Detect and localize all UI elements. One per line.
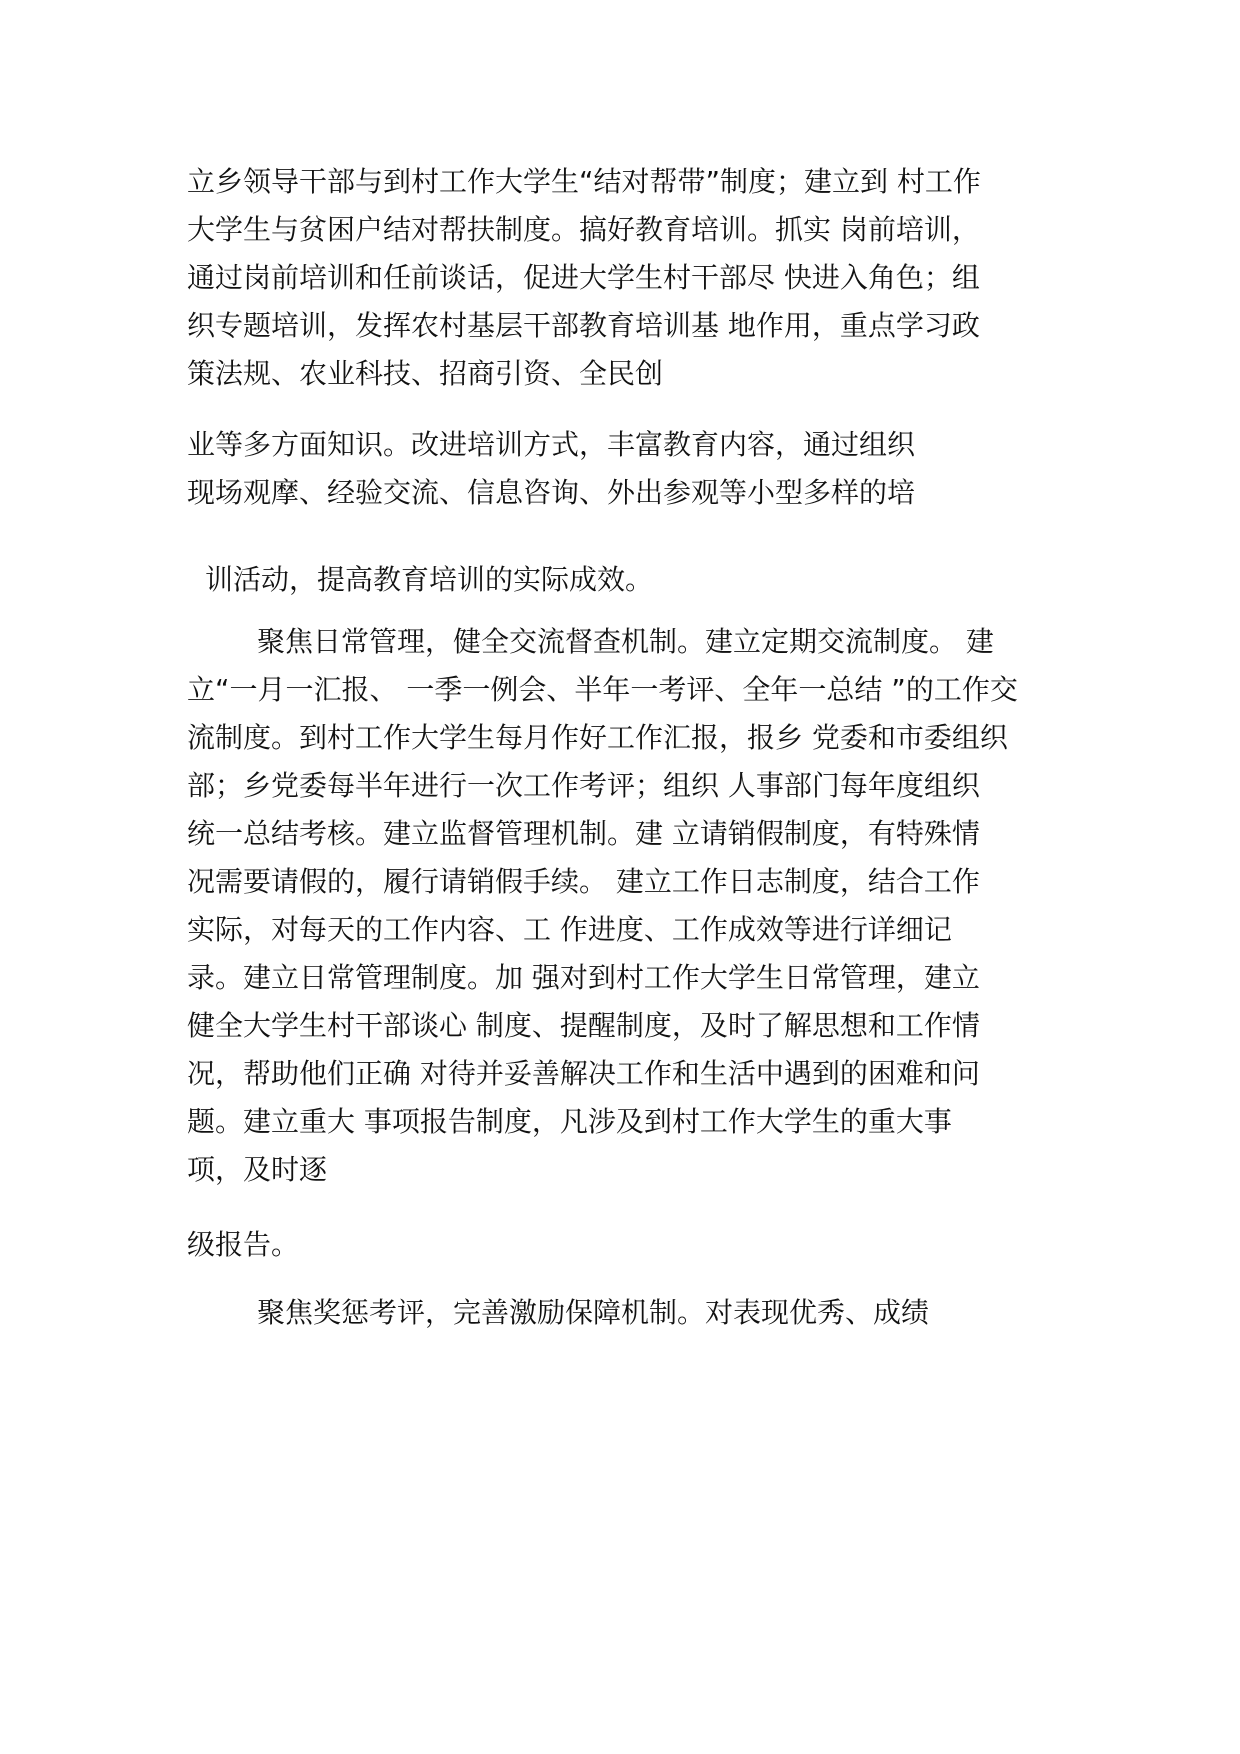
body-text-line: 大学生与贫困户结对帮扶制度。搞好教育培训。抓实 岗前培训， (187, 213, 980, 246)
body-text-line: 织专题培训，发挥农村基层干部教育培训基 地作用，重点学习政 (187, 309, 980, 342)
body-text-line: 训活动，提高教育培训的实际成效。 (205, 563, 654, 596)
body-text-line: 部；乡党委每半年进行一次工作考评；组织 人事部门每年度组织 (187, 769, 980, 802)
paragraph-first-line: 聚焦奖惩考评，完善激励保障机制。对表现优秀、成绩 (257, 1296, 930, 1329)
body-text-line: 通过岗前培训和任前谈话，促进大学生村干部尽 快进入角色；组 (187, 261, 980, 294)
body-text-line: 况，帮助他们正确 对待并妥善解决工作和生活中遇到的困难和问 (187, 1057, 980, 1090)
body-text-line: 立“一月一汇报、 一季一例会、半年一考评、全年一总结 ”的工作交 (187, 673, 1018, 706)
body-text-line: 题。建立重大 事项报告制度，凡涉及到村工作大学生的重大事 (187, 1105, 952, 1138)
body-text-line: 现场观摩、经验交流、信息咨询、外出参观等小型多样的培 (187, 476, 916, 509)
body-text-line: 项，及时逐 (187, 1153, 328, 1186)
body-text-line: 况需要请假的，履行请销假手续。 建立工作日志制度，结合工作 (187, 865, 980, 898)
body-text-line: 立乡领导干部与到村工作大学生“结对帮带”制度；建立到 村工作 (187, 165, 981, 198)
body-text-line: 统一总结考核。建立监督管理机制。建 立请销假制度，有特殊情 (187, 817, 980, 850)
body-text-line: 业等多方面知识。改进培训方式，丰富教育内容，通过组织 (187, 428, 916, 461)
body-text-line: 级报告。 (187, 1228, 300, 1261)
body-text-line: 录。建立日常管理制度。加 强对到村工作大学生日常管理，建立 (187, 961, 980, 994)
body-text-line: 健全大学生村干部谈心 制度、提醒制度，及时了解思想和工作情 (187, 1009, 980, 1042)
body-text-line: 实际，对每天的工作内容、工 作进度、工作成效等进行详细记 (187, 913, 952, 946)
body-text-line: 策法规、农业科技、招商引资、全民创 (187, 357, 664, 390)
paragraph-first-line: 聚焦日常管理，健全交流督查机制。建立定期交流制度。 建 (257, 625, 994, 658)
body-text-line: 流制度。到村工作大学生每月作好工作汇报，报乡 党委和市委组织 (187, 721, 1008, 754)
